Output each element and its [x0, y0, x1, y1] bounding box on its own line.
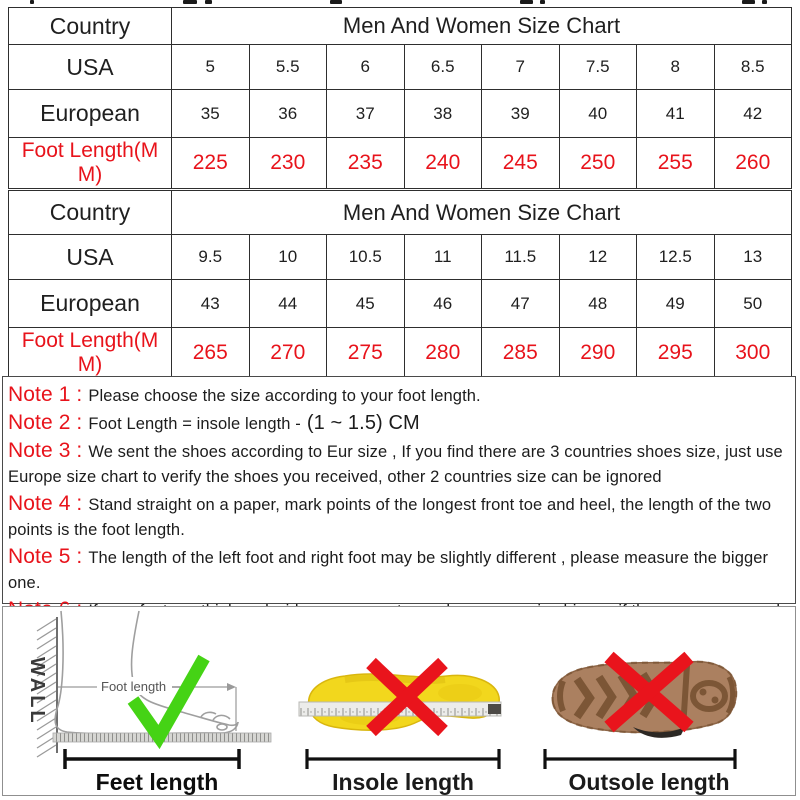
size-cell: 12: [559, 235, 637, 280]
outsole-length-diagram: [537, 607, 795, 795]
size-cell: 13: [714, 235, 792, 280]
cropped-row-remnant: [0, 0, 800, 7]
size-cell: 7.5: [559, 45, 637, 90]
row-label-european: European: [9, 90, 172, 138]
note-5-label: Note 5 :: [8, 545, 83, 568]
size-cell: 6: [327, 45, 405, 90]
note-2-text: Foot Length = insole length -: [88, 415, 301, 433]
note-4: [8, 491, 790, 543]
size-cell: 50: [714, 280, 792, 328]
measurement-diagrams: [2, 606, 796, 796]
size-cell: 47: [482, 280, 560, 328]
size-cell: 40: [559, 90, 637, 138]
wall-label: WALL: [26, 657, 48, 726]
foot-length-cell: 275: [327, 328, 405, 379]
foot-length-cell: 240: [404, 138, 482, 189]
insole-length-caption: Insole length: [332, 769, 474, 795]
size-cell: 44: [249, 280, 327, 328]
note-2-label: Note 2 :: [8, 411, 83, 434]
foot-length-cell: 230: [249, 138, 327, 189]
outsole-length-caption: Outsole length: [568, 769, 730, 795]
outsole-length-bracket: [545, 749, 735, 769]
foot-length-cell: 260: [714, 138, 792, 189]
table-title: Men And Women Size Chart: [172, 8, 792, 45]
note-5-text: The length of the left foot and right foot may be slightly different , please measure the bigger one.: [8, 549, 769, 592]
foot-length-cell: 250: [559, 138, 637, 189]
size-table-1: [8, 7, 792, 189]
note-4-label: Note 4 :: [8, 492, 83, 515]
size-cell: 48: [559, 280, 637, 328]
size-cell: 12.5: [637, 235, 715, 280]
table-title: Men And Women Size Chart: [172, 191, 792, 235]
note-3-label: Note 3 :: [8, 439, 83, 462]
size-cell: 11.5: [482, 235, 560, 280]
size-cell: 10: [249, 235, 327, 280]
size-cell: 8: [637, 45, 715, 90]
row-label-usa: USA: [9, 45, 172, 90]
note-3-text: We sent the shoes according to Eur size , If you find there are 3 countries shoes size, just use Europe size chart to verify the shoes you received, other 2 countries size can be ignored: [8, 443, 783, 486]
row-label-european: European: [9, 280, 172, 328]
size-cell: 5: [172, 45, 250, 90]
insole-length-bracket: [307, 749, 499, 769]
notes-section: [2, 376, 796, 604]
row-label-usa: USA: [9, 235, 172, 280]
note-1: [8, 382, 790, 409]
size-cell: 42: [714, 90, 792, 138]
note-3: [8, 438, 790, 490]
size-cell: 45: [327, 280, 405, 328]
size-cell: 43: [172, 280, 250, 328]
insole-length-diagram: [285, 607, 535, 795]
foot-length-cell: 235: [327, 138, 405, 189]
size-cell: 49: [637, 280, 715, 328]
size-cell: 7: [482, 45, 560, 90]
size-cell: 6.5: [404, 45, 482, 90]
feet-length-diagram: [7, 607, 279, 795]
foot-length-cell: 290: [559, 328, 637, 379]
foot-length-cell: 295: [637, 328, 715, 379]
size-cell: 11: [404, 235, 482, 280]
feet-length-bracket: [65, 749, 239, 769]
note-2: [8, 410, 790, 437]
size-cell: 10.5: [327, 235, 405, 280]
size-cell: 39: [482, 90, 560, 138]
foot-length-cell: 285: [482, 328, 560, 379]
foot-length-measure-label: Foot length: [101, 679, 167, 694]
foot-length-cell: 270: [249, 328, 327, 379]
country-label: Country: [9, 8, 172, 45]
size-cell: 37: [327, 90, 405, 138]
note-5: [8, 544, 790, 596]
foot-length-cell: 300: [714, 328, 792, 379]
foot-length-cell: 280: [404, 328, 482, 379]
note-4-text: Stand straight on a paper, mark points of the longest front toe and heel, the length of the two points is the foot length.: [8, 496, 772, 539]
note-2-formula: (1 ~ 1.5) CM: [306, 412, 420, 434]
row-label-foot-length: Foot Length(M M): [9, 328, 172, 379]
foot-length-cell: 265: [172, 328, 250, 379]
size-cell: 8.5: [714, 45, 792, 90]
row-label-foot-length: Foot Length(M M): [9, 138, 172, 189]
foot-length-cell: 255: [637, 138, 715, 189]
foot-length-cell: 225: [172, 138, 250, 189]
feet-length-caption: Feet length: [95, 769, 219, 795]
size-table-2: [8, 190, 792, 379]
foot-length-cell: 245: [482, 138, 560, 189]
size-cell: 5.5: [249, 45, 327, 90]
size-cell: 36: [249, 90, 327, 138]
size-cell: 35: [172, 90, 250, 138]
size-cell: 41: [637, 90, 715, 138]
size-cell: 38: [404, 90, 482, 138]
country-label: Country: [9, 191, 172, 235]
size-cell: 46: [404, 280, 482, 328]
size-cell: 9.5: [172, 235, 250, 280]
note-1-text: Please choose the size according to your foot length.: [88, 387, 481, 405]
note-1-label: Note 1 :: [8, 383, 83, 406]
